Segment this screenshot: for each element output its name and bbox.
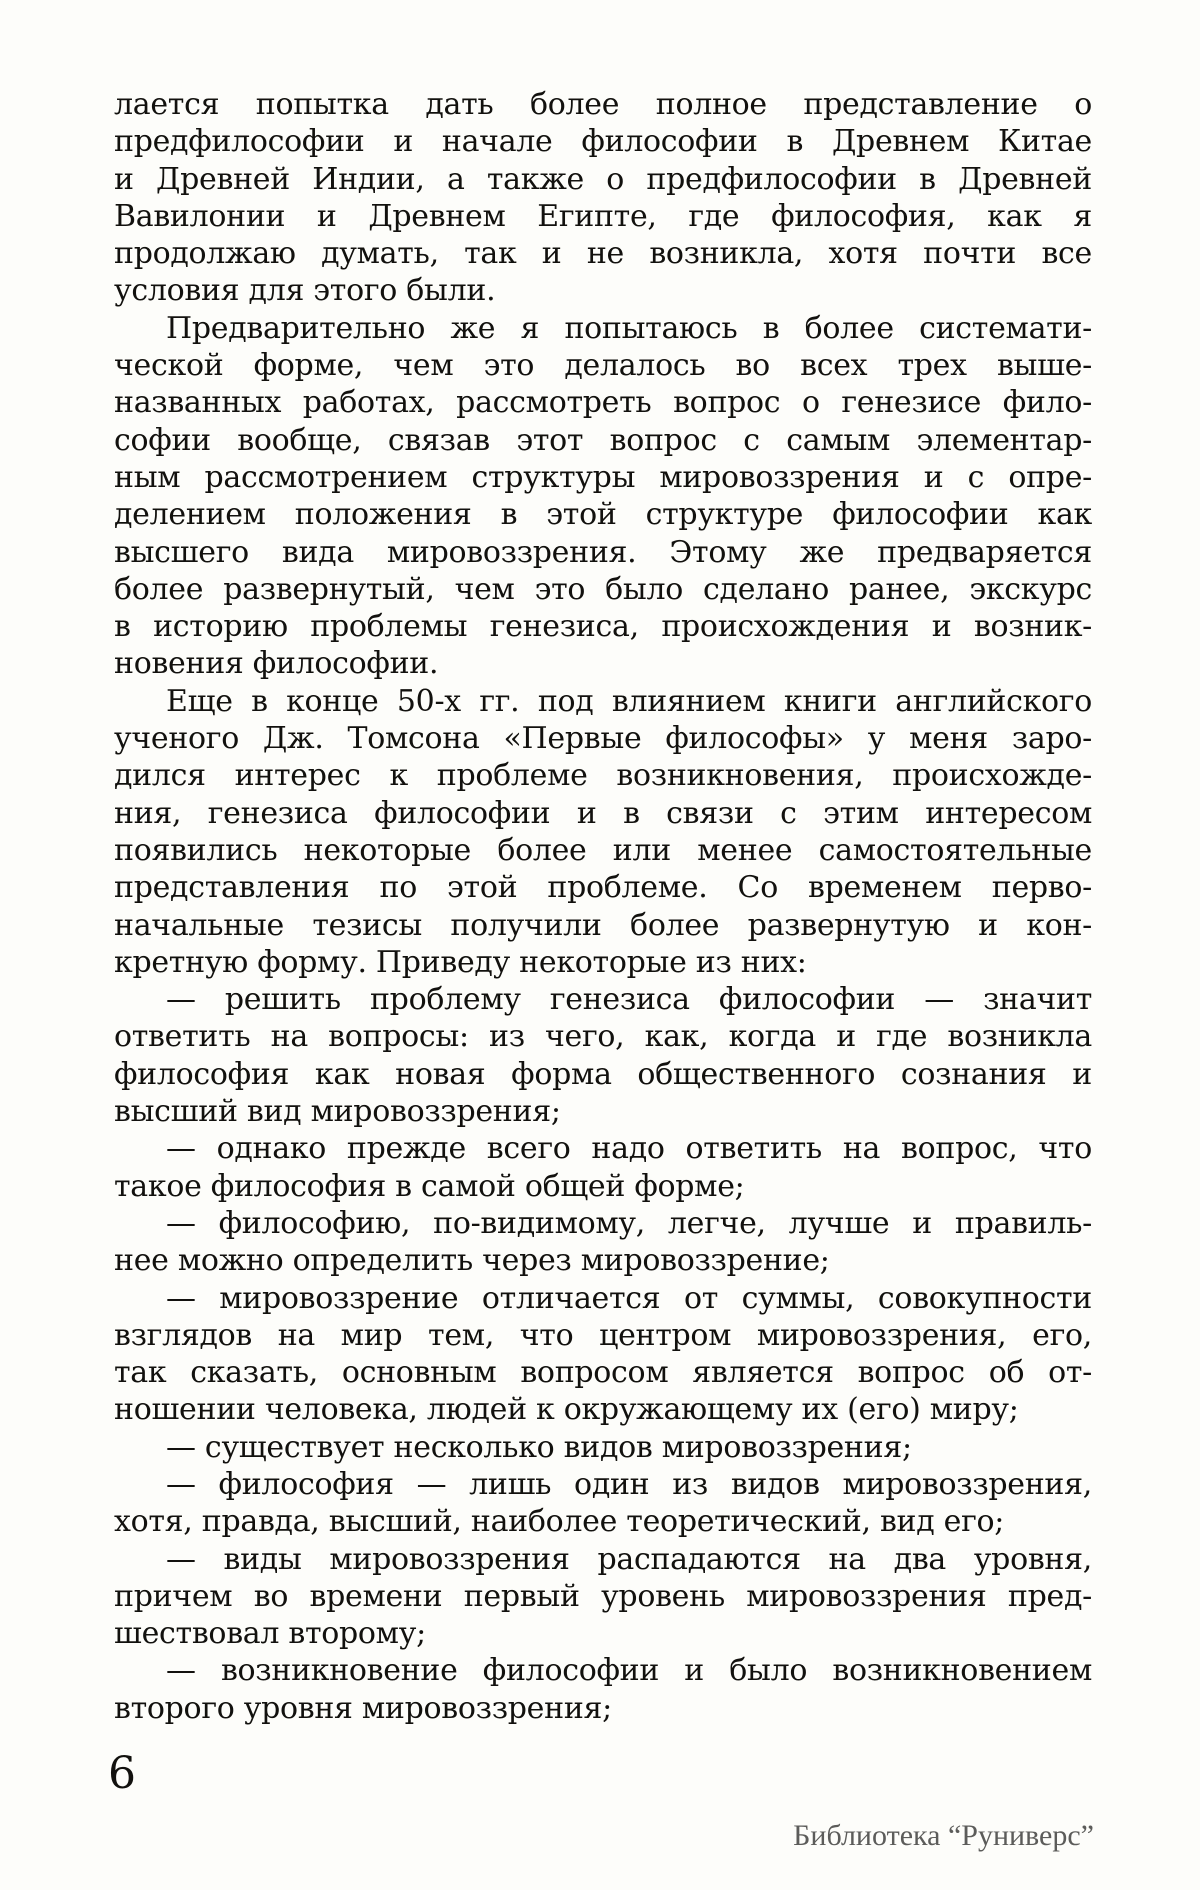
text-line: представления по этой проблеме. Со временем перво- xyxy=(114,870,1092,906)
text-line: высшего вида мировоззрения. Этому же предваряется xyxy=(114,534,1092,570)
text-line: в историю проблемы генезиса, происхождения и возник- xyxy=(114,609,1092,645)
text-line: такое философия в самой общей форме; xyxy=(114,1168,745,1204)
text-line: софии вообще, связав этот вопрос с самым элементар- xyxy=(114,422,1092,458)
text-line: второго уровня мировоззрения; xyxy=(114,1690,612,1726)
text-line: более развернутый, чем это было сделано ранее, экскурс xyxy=(114,571,1092,607)
text-line: — виды мировоззрения распадаются на два уровня, xyxy=(166,1541,1092,1577)
text-line: ческой форме, чем это делалось во всех трех выше- xyxy=(114,348,1092,384)
text-line: ным рассмотрением структуры мировоззрения и с опре- xyxy=(114,459,1092,495)
text-line: ния, генезиса философии и в связи с этим интересом xyxy=(114,795,1092,831)
text-line: высший вид мировоззрения; xyxy=(114,1094,561,1130)
text-line: — существует несколько видов мировоззрения; xyxy=(166,1429,912,1465)
text-line: — философию, по-видимому, легче, лучше и правиль- xyxy=(166,1205,1092,1241)
page-number: 6 xyxy=(108,1748,136,1799)
text-line: так сказать, основным вопросом является вопрос об от- xyxy=(114,1355,1092,1391)
text-line: ученого Дж. Томсона «Первые философы» у меня заро- xyxy=(114,721,1092,757)
text-line: продолжаю думать, так и не возникла, хотя почти все xyxy=(114,236,1092,272)
text-line: новения философии. xyxy=(114,646,439,682)
text-line: кретную форму. Приведу некоторые из них: xyxy=(114,944,807,980)
text-line: — философия — лишь один из видов мировоззрения, xyxy=(166,1466,1092,1502)
text-line: нее можно определить через мировоззрение; xyxy=(114,1243,830,1279)
text-line: Вавилонии и Древнем Египте, где философия, как я xyxy=(114,198,1092,234)
text-line: делением положения в этой структуре философии как xyxy=(114,497,1092,533)
text-line: Предварительно же я попытаюсь в более системати- xyxy=(166,310,1092,346)
text-line: причем во времени первый уровень мировоззрения пред- xyxy=(114,1578,1092,1614)
text-line: условия для этого были. xyxy=(114,273,496,309)
text-line: предфилософии и начале философии в Древнем Китае xyxy=(114,124,1092,160)
text-line: взглядов на мир тем, что центром мировоззрения, его, xyxy=(114,1317,1092,1353)
text-line: — решить проблему генезиса философии — значит xyxy=(166,982,1092,1018)
library-watermark: Библиотека “Руниверс” xyxy=(793,1819,1094,1852)
text-line: Еще в конце 50-х гг. под влиянием книги английского xyxy=(166,683,1092,719)
text-line: и Древней Индии, а также о предфилософии в Древней xyxy=(114,161,1092,197)
text-line: ответить на вопросы: из чего, как, когда и где возникла xyxy=(114,1019,1092,1055)
text-line: хотя, правда, высший, наиболее теоретический, вид его; xyxy=(114,1504,1005,1540)
text-line: — однако прежде всего надо ответить на вопрос, что xyxy=(166,1131,1092,1167)
text-line: названных работах, рассмотреть вопрос о генезисе фило- xyxy=(114,385,1092,421)
text-line: появились некоторые более или менее самостоятельные xyxy=(114,832,1092,868)
text-line: лается попытка дать более полное представление о xyxy=(114,87,1092,122)
text-line: ношении человека, людей к окружающему их (его) миру; xyxy=(114,1392,1019,1428)
text-line: шествовал второму; xyxy=(114,1616,426,1652)
text-line: — мировоззрение отличается от суммы, совокупности xyxy=(166,1280,1092,1316)
page-text xyxy=(114,86,1092,1727)
text-line: начальные тезисы получили более развернутую и кон- xyxy=(114,907,1092,943)
text-line: — возникновение философии и было возникновением xyxy=(166,1653,1092,1689)
text-line: дился интерес к проблеме возникновения, происхожде- xyxy=(114,758,1092,794)
text-line: философия как новая форма общественного сознания и xyxy=(114,1056,1092,1092)
